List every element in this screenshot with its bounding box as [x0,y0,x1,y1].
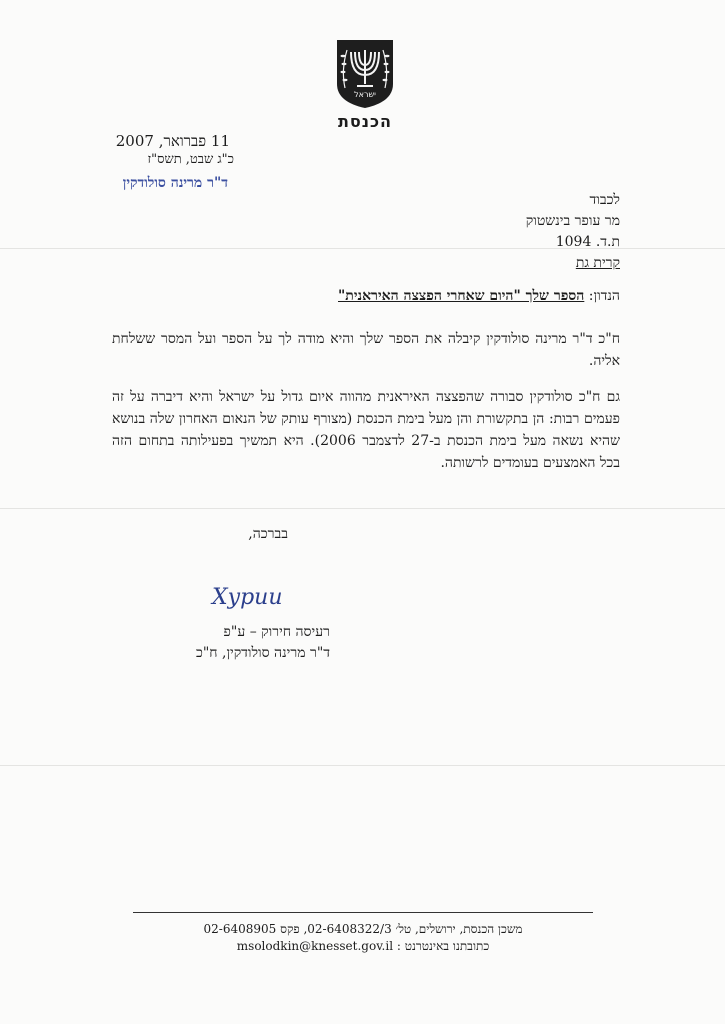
recipient-salutation: לכבוד [589,192,620,208]
footer-divider [133,912,593,913]
on-behalf-of: ד"ר מרינה סולודקין, ח"כ [195,645,330,661]
signer-name: רעיסה חירוק – ע"פ [223,624,330,640]
recipient-name: מר עופר בינשטוק [525,213,620,229]
footer-address: משכן הכנסת, ירושלים, טל׳ 02-6408322/3, פקס 02-6408905 [203,922,523,936]
emblem-caption: ישראל [354,90,376,99]
subject-label: הנדון: [588,288,620,304]
closing-greeting: בברכה, [248,526,288,542]
subject-line [200,288,620,305]
body-paragraph-1: ח"כ ד"ר מרינה סולודקין קיבלה את הספר שלך והיא מודה לך על הספר ועל המסר ששלחת אליה. [112,331,620,369]
gregorian-date: 11 פברואר, 2007 [115,132,230,150]
knesset-emblem-icon [333,38,397,110]
paper-fold-line [0,508,725,509]
organization-name: הכנסת [337,112,393,131]
recipient-city: קרית גת [575,255,620,271]
signature-text: Xyрии [212,585,283,610]
handwritten-signature [208,578,308,614]
body-paragraph-2: גם ח"כ סולודקין סבורה שהפצצה האיראנית מהווה איום גדול על ישראל והיא דיברה על זה פעמים רבות: הן בתקשורת והן מעל בימת הכנסת (מצורף עותק של הנאום האחרון שלה בנושא שהיא נשאה מעל בימת הכנסת ב-27 לדצמבר 2006). היא תמשיך בפעילותה בתחום הזה בכל האמצעים בעומדים לרשותה. [112,389,620,471]
footer-email: כתובתנו באינטרנט : msolodkin@knesset.gov.il [236,939,490,953]
subject-title: הספר שלך "היום שאחרי הפצצה האיראנית" [338,288,585,304]
paper-fold-line [0,765,725,766]
hebrew-date: כ"ג שבט, תשס"ז [147,152,234,167]
mk-name-stamp: ד"ר מרינה סולודקין [122,175,228,191]
recipient-po-box: ת.ד. 1094 [555,234,620,250]
